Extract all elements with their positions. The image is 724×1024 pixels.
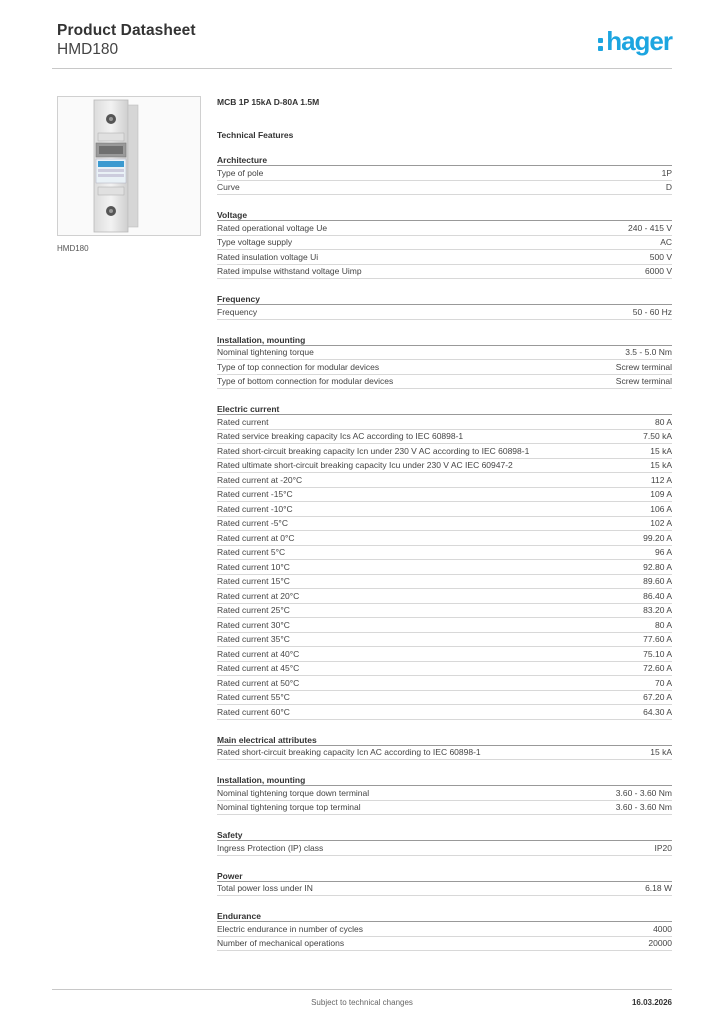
spec-label: Rated current at 40°C bbox=[217, 648, 300, 659]
spec-label: Rated ultimate short-circuit breaking capacity Icu under 230 V AC IEC 60947-2 bbox=[217, 460, 513, 471]
brand-logo bbox=[598, 28, 672, 54]
page-subtitle: HMD180 bbox=[57, 41, 119, 58]
spec-label: Type voltage supply bbox=[217, 237, 293, 248]
spec-value: Screw terminal bbox=[615, 361, 672, 372]
datasheet-content bbox=[217, 97, 672, 951]
spec-label: Rated current 60°C bbox=[217, 706, 290, 717]
spec-value: 500 V bbox=[649, 251, 672, 262]
spec-value: 96 A bbox=[654, 547, 672, 558]
spec-label: Rated current at 0°C bbox=[217, 532, 295, 543]
spec-value: 77.60 A bbox=[643, 634, 672, 645]
spec-label: Rated insulation voltage Ui bbox=[217, 251, 319, 262]
spec-row bbox=[217, 360, 672, 375]
spec-section bbox=[217, 209, 672, 279]
footer-note: Subject to technical changes bbox=[311, 998, 413, 1007]
spec-label: Nominal tightening torque down terminal bbox=[217, 787, 370, 798]
section-title: Endurance bbox=[217, 910, 672, 922]
section-title: Main electrical attributes bbox=[217, 734, 672, 746]
spec-row bbox=[217, 662, 672, 677]
spec-row bbox=[217, 786, 672, 801]
section-title: Installation, mounting bbox=[217, 774, 672, 786]
spec-label: Total power loss under IN bbox=[217, 883, 313, 894]
spec-section bbox=[217, 829, 672, 856]
spec-label: Electric endurance in number of cycles bbox=[217, 923, 363, 934]
spec-section bbox=[217, 154, 672, 195]
spec-row bbox=[217, 618, 672, 633]
spec-row bbox=[217, 517, 672, 532]
spec-row bbox=[217, 882, 672, 897]
spec-value: 3.60 - 3.60 Nm bbox=[615, 787, 672, 798]
spec-value: 99.20 A bbox=[643, 532, 672, 543]
spec-value: 240 - 415 V bbox=[628, 222, 672, 233]
spec-label: Rated current 35°C bbox=[217, 634, 290, 645]
spec-label: Rated current at 20°C bbox=[217, 590, 300, 601]
spec-value: 6000 V bbox=[645, 266, 672, 277]
spec-label: Type of pole bbox=[217, 167, 264, 178]
spec-value: 106 A bbox=[650, 503, 672, 514]
footer-date: 16.03.2026 bbox=[631, 998, 672, 1007]
spec-value: 50 - 60 Hz bbox=[632, 306, 672, 317]
spec-row bbox=[217, 166, 672, 181]
spec-value: 80 A bbox=[654, 619, 672, 630]
spec-label: Rated current bbox=[217, 416, 269, 427]
spec-value: IP20 bbox=[654, 842, 672, 853]
spec-row bbox=[217, 459, 672, 474]
spec-row bbox=[217, 415, 672, 430]
spec-row bbox=[217, 676, 672, 691]
spec-label: Rated current at -20°C bbox=[217, 474, 303, 485]
spec-value: 70 A bbox=[654, 677, 672, 688]
spec-label: Rated service breaking capacity Ics AC according to IEC 60898-1 bbox=[217, 431, 464, 442]
spec-value: 64.30 A bbox=[643, 706, 672, 717]
spec-section bbox=[217, 734, 672, 761]
spec-row bbox=[217, 250, 672, 265]
spec-value: 15 kA bbox=[650, 747, 672, 758]
spec-row bbox=[217, 375, 672, 390]
logo-dots-icon bbox=[598, 38, 603, 51]
spec-section bbox=[217, 334, 672, 390]
spec-value: 4000 bbox=[653, 923, 672, 934]
spec-label: Rated current at 45°C bbox=[217, 663, 300, 674]
section-title: Architecture bbox=[217, 154, 672, 166]
spec-row bbox=[217, 575, 672, 590]
spec-row bbox=[217, 502, 672, 517]
section-title: Frequency bbox=[217, 293, 672, 305]
spec-label: Number of mechanical operations bbox=[217, 938, 345, 949]
spec-label: Rated impulse withstand voltage Uimp bbox=[217, 266, 362, 277]
section-title: Electric current bbox=[217, 403, 672, 415]
spec-row bbox=[217, 546, 672, 561]
header-divider bbox=[52, 68, 672, 69]
spec-label: Rated current 30°C bbox=[217, 619, 290, 630]
spec-row bbox=[217, 181, 672, 196]
spec-section bbox=[217, 910, 672, 951]
spec-value: 89.60 A bbox=[643, 576, 672, 587]
spec-label: Rated operational voltage Ue bbox=[217, 222, 328, 233]
spec-value: 6.18 W bbox=[645, 883, 672, 894]
spec-section bbox=[217, 293, 672, 320]
spec-label: Type of top connection for modular devices bbox=[217, 361, 380, 372]
spec-label: Type of bottom connection for modular devices bbox=[217, 376, 394, 387]
spec-row bbox=[217, 604, 672, 619]
spec-label: Rated current 15°C bbox=[217, 576, 290, 587]
spec-row bbox=[217, 633, 672, 648]
product-image bbox=[57, 96, 201, 236]
spec-label: Rated current -15°C bbox=[217, 489, 293, 500]
page-header bbox=[57, 22, 196, 59]
spec-row bbox=[217, 691, 672, 706]
spec-value: 75.10 A bbox=[643, 648, 672, 659]
spec-value: 72.60 A bbox=[643, 663, 672, 674]
spec-row bbox=[217, 473, 672, 488]
spec-value: 20000 bbox=[648, 938, 672, 949]
spec-section bbox=[217, 870, 672, 897]
spec-label: Rated short-circuit breaking capacity Icn under 230 V AC according to IEC 60898-1 bbox=[217, 445, 530, 456]
spec-value: 67.20 A bbox=[643, 692, 672, 703]
spec-label: Rated current 25°C bbox=[217, 605, 290, 616]
spec-row bbox=[217, 488, 672, 503]
spec-value: 7.50 kA bbox=[643, 431, 672, 442]
spec-value: 112 A bbox=[650, 474, 672, 485]
spec-value: 15 kA bbox=[650, 445, 672, 456]
spec-row bbox=[217, 221, 672, 236]
spec-label: Nominal tightening torque bbox=[217, 347, 314, 358]
spec-value: 83.20 A bbox=[643, 605, 672, 616]
spec-value: D bbox=[665, 182, 672, 193]
spec-row bbox=[217, 236, 672, 251]
section-title: Safety bbox=[217, 829, 672, 841]
spec-row bbox=[217, 430, 672, 445]
section-title: Power bbox=[217, 870, 672, 882]
logo-text: hager bbox=[606, 26, 672, 56]
spec-label: Frequency bbox=[217, 306, 258, 317]
spec-row bbox=[217, 531, 672, 546]
spec-section bbox=[217, 774, 672, 815]
spec-value: 1P bbox=[661, 167, 672, 178]
spec-label: Rated current -5°C bbox=[217, 518, 288, 529]
spec-row bbox=[217, 346, 672, 361]
spec-sections bbox=[217, 154, 672, 951]
spec-value: 15 kA bbox=[650, 460, 672, 471]
spec-value: 92.80 A bbox=[643, 561, 672, 572]
page-title: Product Datasheet bbox=[57, 22, 196, 39]
spec-label: Curve bbox=[217, 182, 240, 193]
spec-value: 86.40 A bbox=[643, 590, 672, 601]
spec-row bbox=[217, 305, 672, 320]
spec-row bbox=[217, 841, 672, 856]
spec-value: AC bbox=[660, 237, 672, 248]
spec-row bbox=[217, 937, 672, 952]
spec-row bbox=[217, 922, 672, 937]
spec-section bbox=[217, 403, 672, 720]
spec-row bbox=[217, 589, 672, 604]
spec-label: Rated current 5°C bbox=[217, 547, 286, 558]
spec-label: Rated short-circuit breaking capacity Icn AC according to IEC 60898-1 bbox=[217, 747, 481, 758]
spec-row bbox=[217, 647, 672, 662]
spec-row bbox=[217, 265, 672, 280]
spec-label: Rated current at 50°C bbox=[217, 677, 300, 688]
spec-row bbox=[217, 444, 672, 459]
product-name: MCB 1P 15kA D-80A 1.5M bbox=[217, 97, 320, 107]
spec-row bbox=[217, 705, 672, 720]
image-caption: HMD180 bbox=[57, 244, 89, 253]
spec-value: 102 A bbox=[650, 518, 672, 529]
section-title: Voltage bbox=[217, 209, 672, 221]
spec-value: 3.60 - 3.60 Nm bbox=[615, 802, 672, 813]
spec-label: Nominal tightening torque top terminal bbox=[217, 802, 361, 813]
section-title: Installation, mounting bbox=[217, 334, 672, 346]
spec-value: 109 A bbox=[650, 489, 672, 500]
spec-value: 3.5 - 5.0 Nm bbox=[625, 347, 672, 358]
spec-row bbox=[217, 801, 672, 816]
spec-label: Ingress Protection (IP) class bbox=[217, 842, 324, 853]
spec-value: Screw terminal bbox=[615, 376, 672, 387]
circuit-breaker-illustration bbox=[58, 97, 200, 235]
spec-label: Rated current 55°C bbox=[217, 692, 290, 703]
footer-divider bbox=[52, 989, 672, 990]
spec-value: 80 A bbox=[654, 416, 672, 427]
spec-row bbox=[217, 746, 672, 761]
technical-features-heading: Technical Features bbox=[217, 130, 294, 140]
spec-label: Rated current -10°C bbox=[217, 503, 293, 514]
spec-label: Rated current 10°C bbox=[217, 561, 290, 572]
spec-row bbox=[217, 560, 672, 575]
